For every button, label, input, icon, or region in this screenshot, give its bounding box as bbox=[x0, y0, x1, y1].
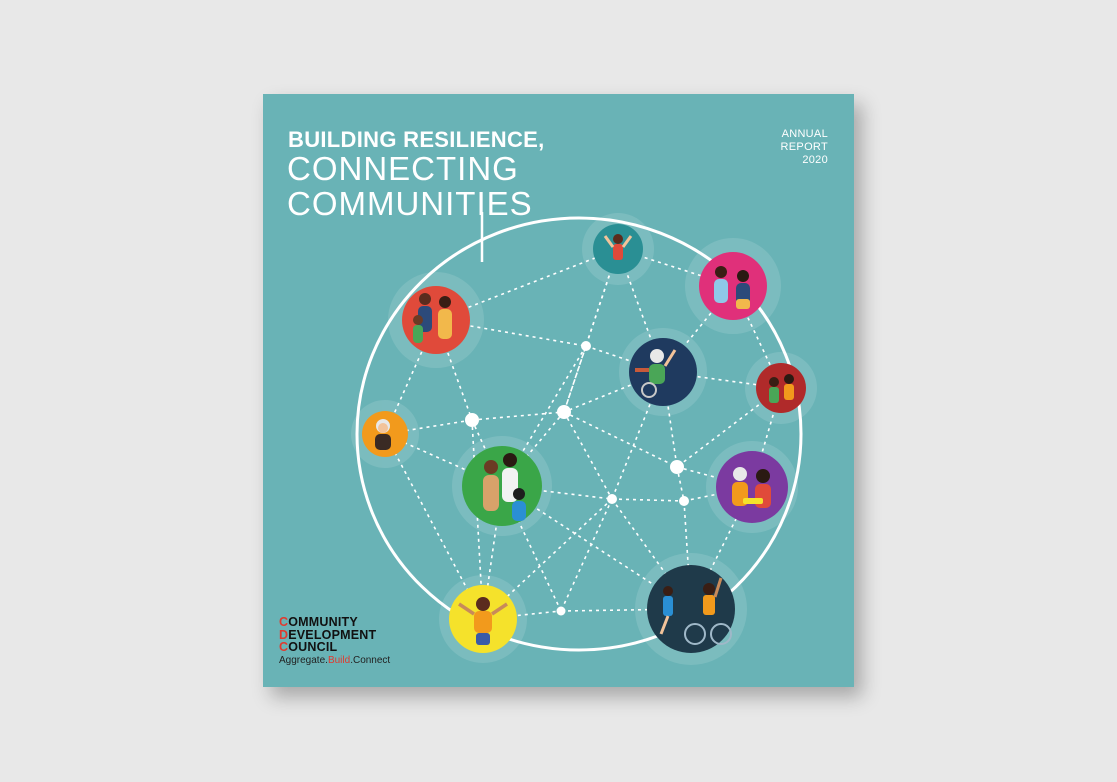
child-waving-circle bbox=[593, 224, 643, 274]
annual-label: ANNUAL bbox=[781, 128, 828, 140]
report-label: REPORT bbox=[780, 141, 828, 153]
cdc-logo bbox=[279, 616, 390, 666]
elderly-orange-circle bbox=[362, 411, 408, 457]
cover-title-line1: BUILDING RESILIENCE, bbox=[288, 127, 545, 152]
annual-report-label bbox=[781, 128, 828, 167]
logo-tagline: Aggregate.Build.Connect bbox=[279, 654, 391, 666]
logo-line-development: DEVELOPMENT bbox=[279, 627, 377, 642]
women-purple-circle bbox=[716, 451, 788, 523]
man-yellow-circle bbox=[449, 585, 517, 653]
logo-line-council: COUNCIL bbox=[279, 640, 338, 654]
annual-report-cover bbox=[263, 94, 854, 687]
family-green-circle bbox=[462, 446, 542, 526]
cover-title-line2: CONNECTING bbox=[287, 150, 519, 187]
women-red-circle bbox=[756, 363, 806, 413]
report-year: 2020 bbox=[802, 154, 828, 166]
cover-title-line3: COMMUNITIES bbox=[287, 185, 533, 222]
family-circle bbox=[402, 286, 470, 354]
couple-pink-circle bbox=[699, 252, 767, 320]
logo-line-community: COMMUNITY bbox=[279, 615, 358, 629]
cyclists-navy-circle bbox=[647, 565, 735, 653]
senior-wheelchair-circle bbox=[629, 338, 697, 406]
